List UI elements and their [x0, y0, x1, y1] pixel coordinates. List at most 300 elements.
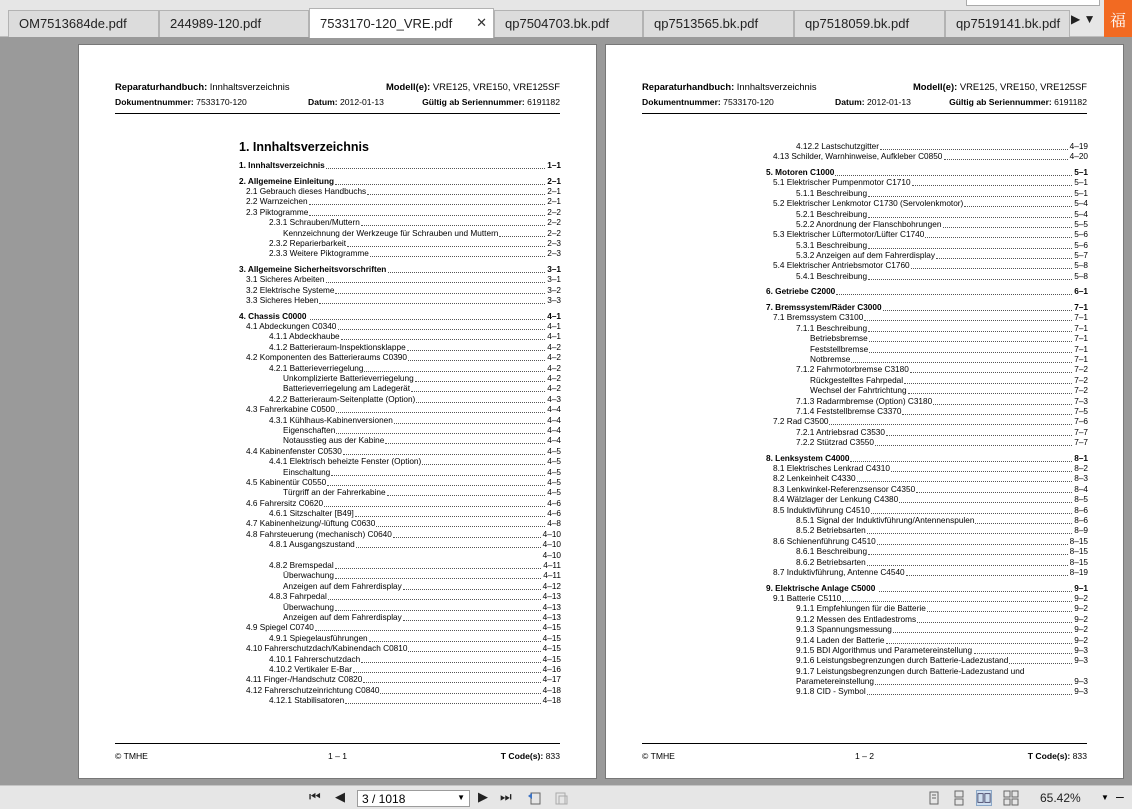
toc-entry[interactable] — [239, 613, 561, 623]
toc-entry-page: 3–2 — [547, 285, 561, 295]
toc-entry[interactable] — [239, 551, 561, 561]
toc-leader-dots — [309, 204, 546, 205]
toc-entry-title: Überwachung — [283, 602, 334, 612]
toc-entry-title: 4.12.1 Stabilisatoren — [269, 696, 345, 706]
toc-entry-page: 4–19 — [1069, 142, 1088, 151]
toc-entry[interactable] — [766, 251, 1088, 261]
toc-entry-title: 9. Elektrische Anlage C5000 — [766, 583, 876, 593]
toc-leader-dots — [380, 693, 540, 694]
toc-entry[interactable] — [766, 334, 1088, 344]
toc-entry[interactable] — [239, 265, 561, 275]
toc-entry[interactable] — [766, 355, 1088, 365]
toc-entry-page: 4–4 — [547, 425, 561, 435]
toc-leader-dots — [335, 578, 541, 579]
toc-entry[interactable] — [239, 634, 561, 644]
toc-entry-title: 3.1 Sicheres Arbeiten — [246, 275, 325, 285]
toc-entry-title: 5.3.1 Beschreibung — [796, 240, 868, 250]
toc-entry[interactable] — [766, 345, 1088, 355]
tab-3[interactable] — [309, 8, 494, 38]
tab-label: qp7518059.bk.pdf — [805, 16, 910, 31]
page-number-input[interactable] — [357, 790, 470, 807]
toc-entry[interactable] — [766, 261, 1088, 271]
toc-entry[interactable] — [766, 625, 1088, 635]
toc-entry-page: 7–1 — [1074, 354, 1088, 364]
toc-leader-dots — [408, 651, 540, 652]
toc-entry-title: 8.4 Wälzlager der Lenkung C4380 — [773, 495, 899, 505]
toc-entry[interactable] — [239, 592, 561, 602]
toc-entry-page: 9–1 — [1074, 583, 1088, 593]
toc-entry[interactable] — [239, 197, 561, 207]
toc-entry[interactable] — [766, 656, 1088, 666]
toc-leader-dots — [906, 575, 1068, 576]
toc-entry-page: 4–15 — [542, 633, 561, 643]
toc-leader-dots — [411, 391, 545, 392]
toc-leader-dots — [328, 599, 541, 600]
toc-leader-dots — [869, 352, 1072, 353]
toc-entry[interactable] — [766, 428, 1088, 438]
toc-entry[interactable] — [766, 407, 1088, 417]
two-page-continuous-icon[interactable] — [1003, 790, 1019, 806]
toc-entry[interactable] — [239, 571, 561, 581]
toc-entry[interactable] — [766, 594, 1088, 604]
toc-entry-page: 5–4 — [1074, 209, 1088, 219]
toc-entry[interactable] — [766, 474, 1088, 484]
toc-entry[interactable] — [766, 376, 1088, 386]
toc-leader-dots — [902, 414, 1072, 415]
toc-leader-dots — [370, 256, 545, 257]
toc-entry-title: 4.6 Fahrersitz C0620 — [246, 498, 324, 508]
toc-entry[interactable] — [766, 230, 1088, 240]
toc-entry-page: 8–5 — [1074, 495, 1088, 505]
toc-entry-title: 8.6.2 Betriebsarten — [796, 557, 866, 567]
toc-entry[interactable] — [766, 558, 1088, 568]
toc-entry[interactable] — [766, 677, 1088, 687]
toc-leader-dots — [851, 362, 1072, 363]
toc-entry[interactable] — [766, 568, 1088, 578]
toc-entry-title: Überwachung — [283, 571, 334, 581]
toc-leader-dots — [1009, 663, 1072, 664]
toc-entry[interactable] — [239, 208, 561, 218]
toc-leader-dots — [857, 481, 1073, 482]
toc-entry[interactable] — [239, 519, 561, 529]
toc-leader-dots — [369, 641, 541, 642]
toc-entry[interactable] — [239, 312, 561, 322]
toc-entry[interactable] — [239, 488, 561, 498]
toc-entry-page: 2–1 — [547, 197, 561, 207]
toc-entry-title: 4.2.2 Batterieraum-Seitenplatte (Option) — [269, 394, 416, 404]
toc-entry-title: 4. Chassis C0000 — [239, 311, 307, 321]
toc-entry[interactable] — [766, 272, 1088, 282]
toc-entry-page: 2–1 — [547, 176, 561, 186]
toc-entry[interactable] — [766, 667, 1088, 677]
toc-entry[interactable] — [239, 161, 561, 171]
toc-entry[interactable] — [766, 287, 1088, 297]
toc-entry-page: 7–2 — [1074, 365, 1088, 375]
toc-entry-page: 8–9 — [1074, 526, 1088, 536]
toc-entry-title: 9.1.3 Spannungsmessung — [796, 625, 892, 635]
toc-entry-page: 8–6 — [1074, 505, 1088, 515]
toc-leader-dots — [893, 632, 1072, 633]
toc-leader-dots — [875, 445, 1072, 446]
toc-entry[interactable] — [766, 604, 1088, 614]
close-icon[interactable]: ✕ — [476, 15, 487, 30]
toc-entry[interactable] — [766, 386, 1088, 396]
toc-leader-dots — [343, 454, 545, 455]
toc-entry[interactable] — [766, 485, 1088, 495]
tab-1[interactable] — [8, 10, 159, 37]
toc-entry[interactable] — [239, 416, 561, 426]
tab-7[interactable] — [945, 10, 1070, 37]
toc-entry[interactable] — [766, 454, 1088, 464]
toc-entry-title: 4.8.3 Fahrpedal — [269, 592, 327, 602]
tab-6[interactable] — [794, 10, 945, 37]
toc-leader-dots — [936, 258, 1072, 259]
toc-leader-dots — [910, 372, 1072, 373]
toc-entry-title: 2. Allgemeine Einleitung — [239, 176, 335, 186]
toc-entry-title: 8.3 Lenkwinkel-Referenzsensor C4350 — [773, 484, 916, 494]
toc-entry[interactable] — [239, 229, 561, 239]
toc-entry-page: 9–2 — [1074, 593, 1088, 603]
toc-leader-dots — [407, 350, 546, 351]
toc-entry-title: 5.2 Elektrischer Lenkmotor C1730 (Servolenkmotor) — [773, 199, 964, 209]
toc-entry-page: 5–1 — [1074, 167, 1088, 177]
toc-entry-title: 4.12.2 Lastschutzgitter — [796, 142, 880, 151]
toc-entry[interactable] — [766, 547, 1088, 557]
toc-entry[interactable] — [239, 478, 561, 488]
toc-entry-page: 2–3 — [547, 249, 561, 259]
toc-entry[interactable] — [239, 623, 561, 633]
toc-entry[interactable] — [766, 537, 1088, 547]
toc-entry-title: 4.8.2 Bremspedal — [269, 561, 334, 571]
toc-entry[interactable] — [239, 436, 561, 446]
toc-entry[interactable] — [239, 275, 561, 285]
toc-leader-dots — [394, 423, 545, 424]
toc-leader-dots — [388, 272, 546, 273]
next-page-icon[interactable]: ▶ — [478, 789, 488, 804]
toc-entry[interactable] — [239, 395, 561, 405]
back-view-icon[interactable] — [527, 790, 543, 806]
toc-entry[interactable] — [239, 675, 561, 685]
toc-leader-dots — [916, 492, 1072, 493]
toc-entry[interactable] — [766, 152, 1088, 162]
tab-bar — [0, 0, 1132, 37]
toc-entry[interactable] — [239, 384, 561, 394]
toc-entry[interactable] — [239, 468, 561, 478]
toc-entry[interactable] — [239, 426, 561, 436]
toc-entry[interactable] — [239, 322, 561, 332]
toc-leader-dots — [835, 175, 1072, 176]
toc-entry[interactable] — [239, 665, 561, 675]
toc-entry-page: 7–1 — [1074, 303, 1088, 313]
toc-entry-page: 4–5 — [547, 488, 561, 498]
tab-label: qp7519141.bk.pdf — [956, 16, 1061, 31]
toc-entry-page: 4–4 — [547, 436, 561, 446]
toc-entry[interactable] — [766, 189, 1088, 199]
toc-entry-title: 9.1.2 Messen des Entladestroms — [796, 614, 917, 624]
tab-scroll-controls[interactable]: ▶ ▼ — [1071, 12, 1096, 26]
toc-entry-page: 4–11 — [543, 561, 561, 571]
toc-entry-title: 9.1.6 Leistungsbegrenzungen durch Batterie-Ladezustand — [796, 656, 1009, 666]
toc-leader-dots — [324, 506, 545, 507]
toc-entry[interactable] — [239, 218, 561, 228]
toc-leader-dots — [335, 184, 545, 185]
toc-entry[interactable] — [239, 187, 561, 197]
toc-entry-title: 9.1.8 CID - Symbol — [796, 687, 866, 697]
toc-entry-page: 8–19 — [1069, 567, 1088, 577]
toc-entry-page: 4–5 — [547, 446, 561, 456]
toc-entry-title: 4.12 Fahrerschutzeinrichtung C0840 — [246, 685, 380, 695]
toc-entry[interactable] — [766, 365, 1088, 375]
single-page-view-icon[interactable] — [926, 790, 942, 806]
toc-leader-dots — [868, 248, 1072, 249]
toc-entry-page: 9–3 — [1074, 687, 1088, 697]
toc-leader-dots — [403, 589, 541, 590]
toc-entry-page: 4–4 — [547, 405, 561, 415]
toc-entry[interactable] — [239, 561, 561, 571]
toc-entry[interactable] — [766, 303, 1088, 313]
toc-entry-page: 7–1 — [1074, 313, 1088, 323]
toc-entry-title: 5.4.1 Beschreibung — [796, 271, 868, 281]
toc-entry[interactable] — [239, 644, 561, 654]
toc-entry-page: 7–5 — [1074, 406, 1088, 416]
toc-leader-dots — [319, 303, 545, 304]
toc-entry-page: 1–1 — [547, 161, 561, 170]
toc-entry-title: 9.1 Batterie C5110 — [773, 593, 842, 603]
toc-leader-dots — [336, 433, 545, 434]
first-page-icon[interactable]: ⏮ — [309, 789, 321, 804]
toc-entry[interactable] — [766, 438, 1088, 448]
toc-leader-dots — [868, 554, 1068, 555]
toc-entry-page: 7–2 — [1074, 386, 1088, 396]
last-page-icon[interactable]: ⏭ — [500, 789, 512, 804]
toc-entry[interactable] — [239, 374, 561, 384]
toc-entry[interactable] — [766, 313, 1088, 323]
toc-leader-dots — [917, 622, 1072, 623]
toc-leader-dots — [338, 329, 545, 330]
toc-entry-title: Feststellbremse — [810, 344, 869, 354]
toc-entry-page: 5–8 — [1074, 261, 1088, 271]
toc-leader-dots — [908, 393, 1073, 394]
toc-entry[interactable] — [239, 457, 561, 467]
toc-entry-title: Rückgestelltes Fahrpedal — [810, 375, 904, 385]
toc-entry[interactable] — [239, 405, 561, 415]
toc-entry-page: 4–4 — [547, 415, 561, 425]
toc-entry[interactable] — [766, 526, 1088, 536]
toc-entry-title: 8.2 Lenkeinheit C4330 — [773, 474, 856, 484]
toc-leader-dots — [326, 168, 546, 169]
toc-entry[interactable] — [239, 239, 561, 249]
toc-entry[interactable] — [239, 696, 561, 706]
toc-entry[interactable] — [239, 296, 561, 306]
toc-entry[interactable] — [766, 324, 1088, 334]
toc-entry-page: 4–13 — [542, 612, 561, 622]
toc-leader-dots — [403, 620, 541, 621]
toc-entry[interactable] — [239, 603, 561, 613]
zoom-out-icon[interactable]: – — [1116, 788, 1124, 804]
toc-leader-dots — [355, 516, 545, 517]
toc-entry[interactable] — [239, 582, 561, 592]
toc-entry-page: 3–1 — [547, 275, 561, 285]
toc-entry[interactable] — [239, 655, 561, 665]
chevron-down-icon[interactable]: ▼ — [457, 793, 465, 802]
toc-entry-title: 6. Getriebe C2000 — [766, 287, 836, 297]
toc-entry[interactable] — [239, 353, 561, 363]
toc-entry-page: 4–15 — [542, 654, 561, 664]
two-page-view-icon[interactable] — [976, 790, 992, 806]
tab-4[interactable] — [494, 10, 643, 37]
toc-entry-title: 7.2 Rad C3500 — [773, 417, 829, 427]
toc-entry-title: 2.1 Gebrauch dieses Handbuchs — [246, 186, 367, 196]
toc-entry-title: 5.1.1 Beschreibung — [796, 188, 868, 198]
toc-entry-title: 2.3.3 Weitere Piktogramme — [269, 249, 369, 259]
previous-page-icon[interactable]: ◀ — [335, 789, 345, 804]
toc-entry[interactable] — [766, 687, 1088, 697]
toc-leader-dots — [974, 653, 1073, 654]
toc-leader-dots — [376, 526, 545, 527]
toc-entry[interactable] — [239, 364, 561, 374]
pdf-page-1 — [78, 44, 597, 779]
forward-view-icon[interactable] — [553, 790, 569, 806]
toc-entry[interactable] — [766, 417, 1088, 427]
tab-label: 7533170-120_VRE.pdf — [320, 16, 453, 31]
continuous-view-icon[interactable] — [951, 790, 967, 806]
toc-entry-page: 4–10 — [542, 540, 561, 550]
toc-leader-dots — [886, 643, 1073, 644]
toc-entry[interactable] — [239, 530, 561, 540]
toc-leader-dots — [868, 331, 1072, 332]
toc-entry-title: 9.1.4 Laden der Batterie — [796, 635, 885, 645]
footer-rule — [642, 743, 1087, 744]
toc-entry-title: Betriebsbremse — [810, 334, 868, 344]
toc-entry-title: 5.2.1 Beschreibung — [796, 209, 868, 219]
toc-entry-page: 4–13 — [542, 602, 561, 612]
toc-leader-dots — [879, 591, 1072, 592]
toc-entry-page: 4–10 — [542, 529, 561, 539]
toc-entry-page: 7–6 — [1074, 417, 1088, 427]
toc-entry-title: 8.6 Schienenführung C4510 — [773, 536, 876, 546]
toc-entry-page: 4–8 — [547, 519, 561, 529]
toc-entry-page: 9–2 — [1074, 604, 1088, 614]
zoom-level[interactable]: 65.42% — [1040, 791, 1081, 805]
page-indicator: 3 / 1018 — [362, 792, 406, 806]
toc-leader-dots — [886, 435, 1072, 436]
toc-entry-title: Türgriff an der Fahrerkabine — [283, 488, 386, 498]
toc-entry-page: 8–3 — [1074, 474, 1088, 484]
toc-entry[interactable] — [766, 584, 1088, 594]
toc-entry[interactable] — [766, 646, 1088, 656]
toc-entry[interactable] — [766, 210, 1088, 220]
toc-leader-dots — [975, 523, 1072, 524]
toc-entry[interactable] — [766, 220, 1088, 230]
toc-leader-dots — [331, 475, 545, 476]
toc-entry-title: 4.4.1 Elektrisch beheizte Fenster (Option) — [269, 457, 422, 467]
toc-entry[interactable] — [239, 177, 561, 187]
toc-entry[interactable] — [239, 343, 561, 353]
toc-leader-dots — [868, 279, 1072, 280]
toc-entry-page: 7–1 — [1074, 344, 1088, 354]
toc-entry[interactable] — [766, 142, 1088, 152]
toc-entry[interactable] — [239, 499, 561, 509]
toc-entry[interactable] — [766, 397, 1088, 407]
toc-leader-dots — [899, 502, 1072, 503]
tab-2[interactable] — [159, 10, 309, 37]
toc-entry-page: 7–7 — [1074, 427, 1088, 437]
toc-entry-page: 5–6 — [1074, 240, 1088, 250]
toc-leader-dots — [341, 339, 545, 340]
toc-entry-title: 7.1.4 Feststellbremse C3370 — [796, 406, 902, 416]
toc-entry-title: Eigenschaften — [283, 425, 336, 435]
toc-leader-dots — [415, 381, 546, 382]
toc-entry[interactable] — [766, 495, 1088, 505]
toc-entry[interactable] — [239, 249, 561, 259]
toc-leader-dots — [871, 513, 1072, 514]
toc-leader-dots — [911, 268, 1072, 269]
toc-leader-dots — [361, 662, 540, 663]
toc-leader-dots — [363, 682, 540, 683]
toc-entry[interactable] — [239, 447, 561, 457]
toc-entry-title: 4.6.1 Sitzschalter [B49] — [269, 509, 354, 519]
tab-label: 244989-120.pdf — [170, 16, 262, 31]
window-strip — [966, 0, 1100, 6]
toc-leader-dots — [933, 404, 1072, 405]
toc-entry-page: 4–16 — [542, 664, 561, 674]
toc-leader-dots — [867, 565, 1068, 566]
toc-entry-page: 8–6 — [1074, 516, 1088, 526]
toc-entry[interactable] — [239, 332, 561, 342]
toc-entry[interactable] — [766, 241, 1088, 251]
footer-rule — [115, 743, 560, 744]
toc-entry[interactable] — [239, 509, 561, 519]
toc-entry-title: 4.4 Kabinenfenster C0530 — [246, 446, 342, 456]
toc-entry[interactable] — [766, 464, 1088, 474]
toc-entry-page: 4–1 — [547, 311, 561, 321]
toc-entry-page: 7–1 — [1074, 323, 1088, 333]
toc-entry[interactable] — [239, 686, 561, 696]
app-badge[interactable]: 福 — [1104, 0, 1132, 37]
toc-entry[interactable] — [766, 199, 1088, 209]
toc-entry-page: 3–1 — [547, 264, 561, 274]
tab-5[interactable] — [643, 10, 794, 37]
toc-leader-dots — [877, 544, 1068, 545]
toc-entry[interactable] — [239, 286, 561, 296]
toc-entry-title: 5.2.2 Anordnung der Flanschbohrungen — [796, 219, 942, 229]
toc-entry-title: 5.3 Elektrischer Lüftermotor/Lüfter C1740 — [773, 230, 925, 240]
toc-leader-dots — [904, 383, 1072, 384]
toc-entry-page: 2–3 — [547, 238, 561, 248]
toc-entry-title: 4.10.2 Vertikaler E-Bar — [269, 664, 352, 674]
toc-entry-page: 4–2 — [547, 353, 561, 363]
toc-entry[interactable] — [766, 178, 1088, 188]
toc-entry-title: 8.1 Elektrisches Lenkrad C4310 — [773, 464, 890, 474]
tab-label: qp7513565.bk.pdf — [654, 16, 759, 31]
toc-entry-title: 2.3 Piktogramme — [246, 207, 309, 217]
toc-entry[interactable] — [766, 636, 1088, 646]
toc-entry[interactable] — [239, 540, 561, 550]
toc-entry[interactable] — [766, 615, 1088, 625]
toc-leader-dots — [335, 610, 541, 611]
toc-entry-title: 8.5.1 Signal der Induktivführung/Antennenspulen — [796, 516, 975, 526]
toc-leader-dots — [912, 185, 1073, 186]
toc-entry[interactable] — [766, 516, 1088, 526]
page-header-line-2: Dokumentnummer: 7533170-120 Datum: 2012-01-13 Gültig ab Seriennummer: 6191182 — [115, 97, 560, 107]
toc-entry[interactable] — [766, 168, 1088, 178]
toc-entry-title: Einschaltung — [283, 467, 331, 477]
zoom-chevron-down-icon[interactable]: ▼ — [1101, 793, 1109, 802]
toc-leader-dots — [867, 533, 1073, 534]
toc-entry[interactable] — [766, 506, 1088, 516]
toc-leader-dots — [315, 630, 541, 631]
toc-right-column — [766, 142, 1088, 698]
